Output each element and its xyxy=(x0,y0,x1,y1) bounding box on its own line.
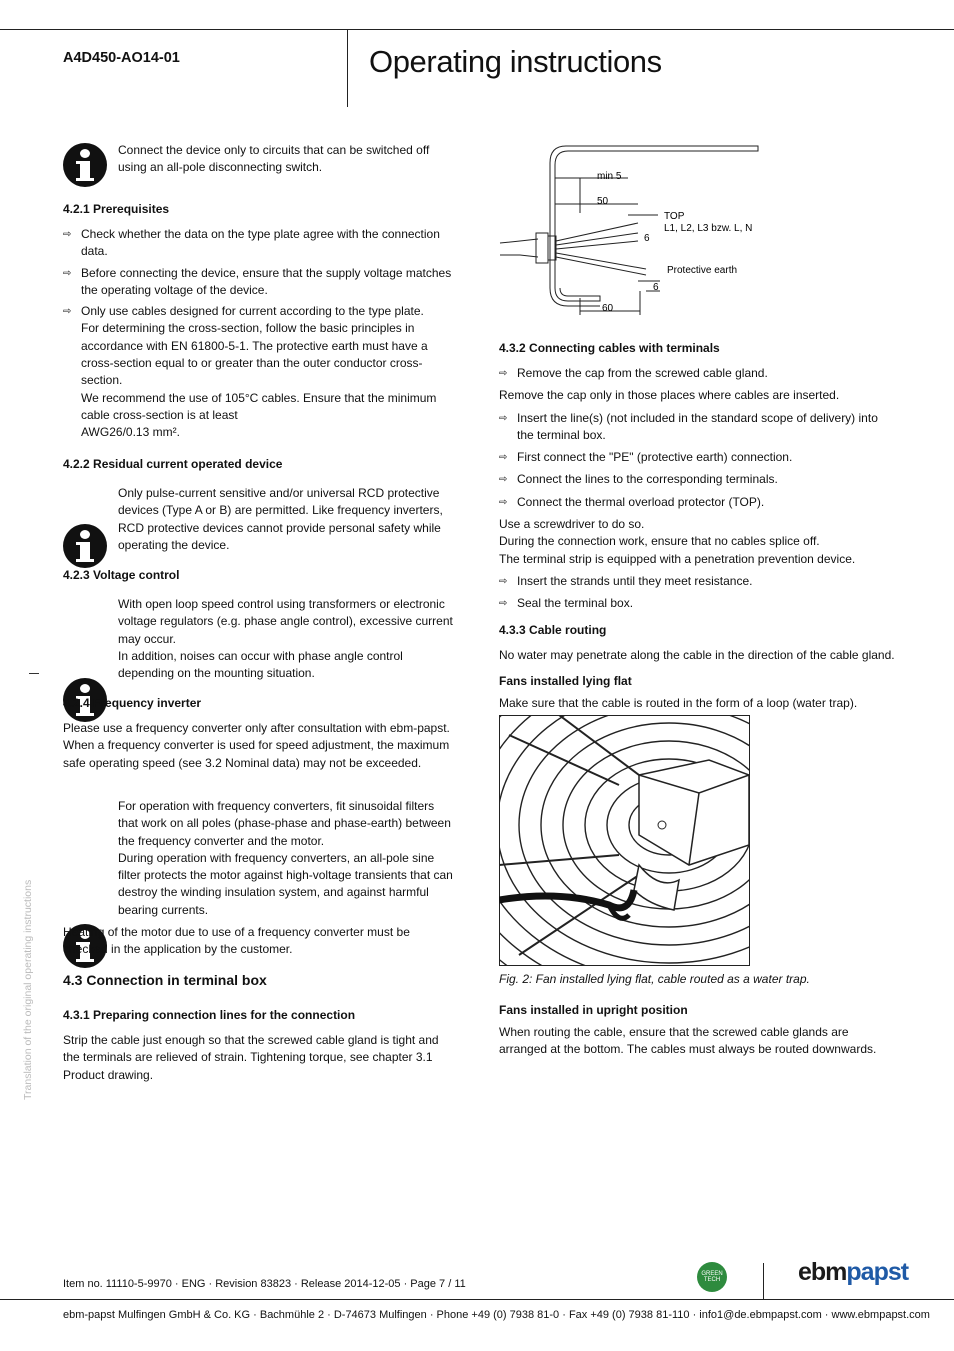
info-note-1: Connect the device only to circuits that can be switched off using an all-pole disconnecting switch. xyxy=(118,143,430,175)
side-note: Translation of the original operating instructions xyxy=(22,879,34,1100)
section-4-2-4-text-2: Heating of the motor due to use of a frequency converter must be checked in the application by the customer. xyxy=(63,925,410,957)
header-divider xyxy=(347,29,348,107)
company-address-line: ebm-papst Mulfingen GmbH & Co. KG · Bachmühle 2 · D-74673 Mulfingen · Phone +49 (0) 7938 81-0 · Fax +49 (0) 7938 81-110 · info1@de.ebmpapst.com · www.ebmpapst.com xyxy=(63,1309,930,1321)
figure-2-caption: Fig. 2: Fan installed lying flat, cable routed as a water trap. xyxy=(499,972,810,986)
list-item: ⇨ First connect the "PE" (protective earth) connection. xyxy=(499,449,894,466)
list-item: ⇨ Insert the line(s) (not included in the standard scope of delivery) into the terminal box. xyxy=(499,410,894,445)
dim-60: 60 xyxy=(602,303,614,314)
upright-title: Fans installed in upright position xyxy=(499,1003,688,1017)
arrow-icon: ⇨ xyxy=(63,229,72,240)
dim-min-5: min 5 xyxy=(597,171,622,182)
footer-rule xyxy=(0,1299,954,1300)
dim-50: 50 xyxy=(597,196,609,207)
cable-stripping-drawing xyxy=(498,143,763,318)
dim-6-a: 6 xyxy=(644,233,650,244)
page-title: Operating instructions xyxy=(369,44,662,79)
section-4-2-1-list xyxy=(63,226,453,442)
header-top-rule xyxy=(0,29,954,30)
list-item: ⇨ Check whether the data on the type plate agree with the connection data. xyxy=(63,226,453,261)
section-4-2-1-title: 4.2.1 Prerequisites xyxy=(63,202,170,216)
item-number-line: Item no. 11110-5-9970 · ENG · Revision 83823 · Release 2014-12-05 · Page 7 / 11 xyxy=(63,1278,466,1290)
list-item: ⇨ Connect the thermal overload protector (TOP). xyxy=(499,494,894,511)
upright-text: When routing the cable, ensure that the screwed cable glands are arranged at the bottom. The cables must always be routed downwards. xyxy=(499,1025,877,1057)
flat-text: Make sure that the cable is routed in the form of a loop (water trap). xyxy=(499,696,858,710)
section-4-2-3-title: 4.2.3 Voltage control xyxy=(63,568,180,582)
flat-title: Fans installed lying flat xyxy=(499,674,632,688)
arrow-icon: ⇨ xyxy=(499,368,508,379)
section-4-3-3-title: 4.3.3 Cable routing xyxy=(499,623,607,637)
ebmpapst-logo: ebmpapst xyxy=(798,1258,909,1286)
section-4-3-1-title: 4.3.1 Preparing connection lines for the connection xyxy=(63,1008,356,1022)
info-icon xyxy=(63,524,107,568)
section-4-2-4-title: 4.2.4 Frequency inverter xyxy=(63,696,202,710)
list-item: ⇨ Connect the lines to the corresponding terminals. xyxy=(499,471,894,488)
section-4-3-title: 4.3 Connection in terminal box xyxy=(63,972,267,988)
arrow-icon: ⇨ xyxy=(499,412,508,424)
arrow-icon: ⇨ xyxy=(499,575,508,587)
footer-divider xyxy=(763,1263,764,1299)
info-note-3: With open loop speed control using transformers or electronic voltage regulators (e.g. phase angle control), excessive current may occur. In addition, noises can occur with phase angle control depending on the mounting situation. xyxy=(118,597,453,681)
section-4-3-3-text: No water may penetrate along the cable in the direction of the cable gland. xyxy=(499,648,895,662)
list-item: ⇨ Seal the terminal box. xyxy=(499,595,894,612)
arrow-icon: ⇨ xyxy=(499,496,508,508)
list-item: ⇨ Insert the strands until they meet resistance. xyxy=(499,573,894,590)
list-item: ⇨ Only use cables designed for current according to the type plate. For determining the cross-section, follow the basic principles in accordance with EN 61800-5-1. The protective earth must have a cross-section equal to or greater than the outer conductor cross-section. We recommend the use of 105°C cables. Ensure that the minimum cable cross-section is at least AWG26/0.13 mm². xyxy=(63,303,453,441)
label-protective-earth: Protective earth xyxy=(667,265,738,276)
margin-mark xyxy=(29,673,39,674)
arrow-icon: ⇨ xyxy=(63,267,72,279)
fan-lying-flat-illustration xyxy=(499,715,750,966)
info-note-2: Only pulse-current sensitive and/or universal RCD protective devices (Type A or B) are permitted. Like frequency inverters, RCD protective devices cannot provide personal safety while operating the device. xyxy=(118,486,443,552)
label-top: TOP xyxy=(664,211,685,222)
section-4-2-2-title: 4.2.2 Residual current operated device xyxy=(63,457,283,471)
arrow-icon: ⇨ xyxy=(499,452,508,464)
section-4-3-2-title: 4.3.2 Connecting cables with terminals xyxy=(499,341,720,355)
model-number: A4D450-AO14-01 xyxy=(63,50,180,66)
list-item: ⇨ Remove the cap from the screwed cable gland. xyxy=(499,365,894,382)
arrow-icon: ⇨ xyxy=(63,306,72,318)
list-item: ⇨ Before connecting the device, ensure that the supply voltage matches the operating voltage of the device. xyxy=(63,265,453,300)
dim-6-b: 6 xyxy=(653,282,659,293)
arrow-icon: ⇨ xyxy=(499,474,508,486)
info-icon xyxy=(63,143,107,187)
arrow-icon: ⇨ xyxy=(499,598,508,610)
label-lines: L1, L2, L3 bzw. L, N xyxy=(664,223,753,234)
section-4-3-2-body: ⇨ Remove the cap from the screwed cable gland. Remove the cap only in those places where cables are inserted. ⇨ Insert the line(s) (not included in the standard scope of delivery) into the terminal box. ⇨ First connect the "PE" (protective earth) connection. ⇨ Connect the lines to the corresponding terminals. ⇨ Connect the thermal overload protector (TOP). Use a screwdriver to do so. During the connection work, ensure that no cables splice off. The terminal strip is equipped with a penetration prevention device. ⇨ Insert the strands until they meet resistance. ⇨ Seal the terminal box. xyxy=(499,365,894,613)
info-note-4: For operation with frequency converters, fit sinusoidal filters that work on all poles (phase-phase and phase-earth) between the frequency converter and the motor. During operation with frequency converters, an all-pole sine filter protects the motor against high-voltage transients that can destroy the winding insulation system, and against harmful bearing currents. xyxy=(118,799,453,917)
section-4-3-1-text: Strip the cable just enough so that the screwed cable gland is tight and the terminals are relieved of strain. Tightening torque, see chapter 3.1 Product drawing. xyxy=(63,1033,439,1082)
section-4-2-4-text: Please use a frequency converter only after consultation with ebm-papst. When a frequency converter is used for speed adjustment, the maximum safe operating speed (see 3.2 Nominal data) may not be exceeded. xyxy=(63,721,450,770)
green-tech-badge: GREEN TECH xyxy=(697,1262,727,1292)
